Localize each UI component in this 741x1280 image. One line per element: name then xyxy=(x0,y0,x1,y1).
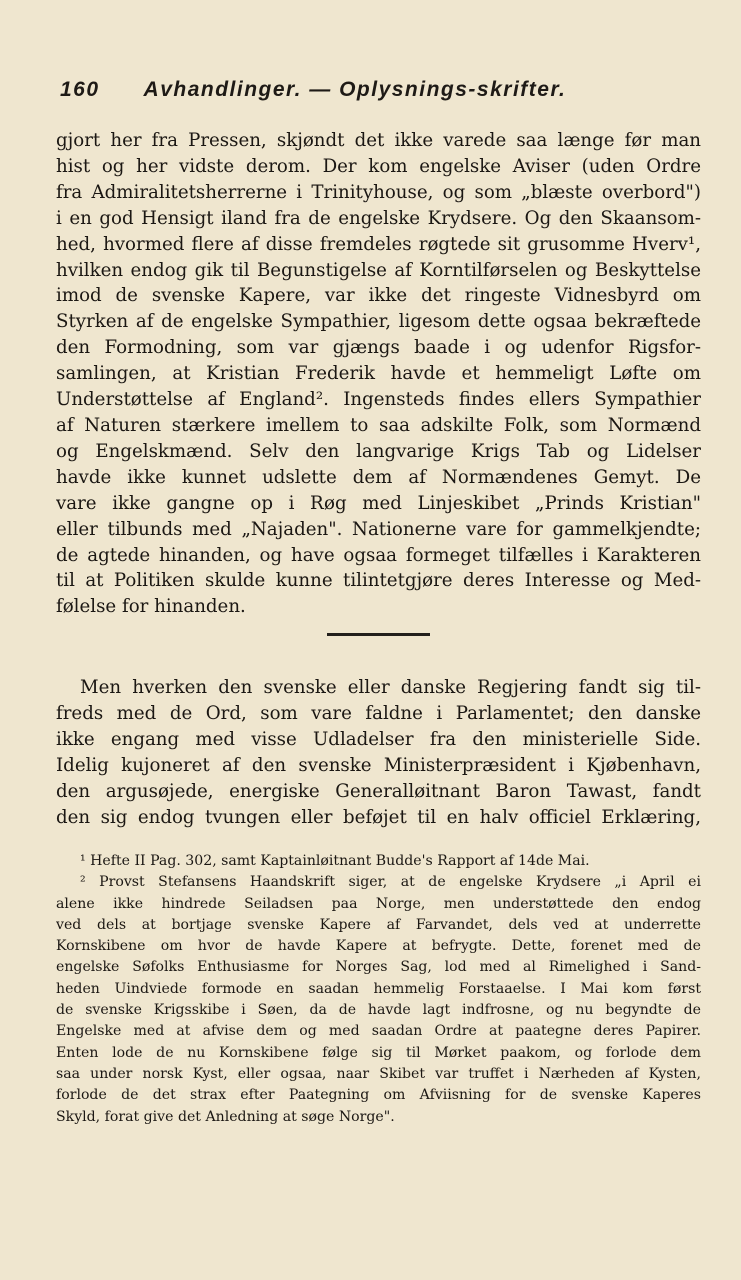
text-line: vare ikke gangne op i Røg med Linjeskibet „Prinds Kristian" xyxy=(56,492,701,514)
text-line: og Engelskmænd. Selv den langvarige Krigs Tab og Lidelser xyxy=(56,440,701,462)
text-line: de agtede hinanden, og have ogsaa formeget tilfælles i Karakteren xyxy=(56,544,701,566)
text-line: freds med de Ord, som vare faldne i Parlamentet; den danske xyxy=(56,702,701,724)
text-line: til at Politiken skulde kunne tilintetgjøre deres Interesse og Med- xyxy=(56,570,701,592)
footnote-line: Engelske med at afvise dem og med saadan Ordre at paategne deres Papirer. xyxy=(56,1023,701,1040)
footnote-line: Kornskibene om hvor de havde Kapere at befrygte. Dette, forenet med de xyxy=(56,938,701,955)
footnote-line: Skyld, forat give det Anledning at søge Norge". xyxy=(56,1108,395,1125)
footnote-2: ² Provst Stefansens Haandskrift siger, at de engelske Krydsere „i April ei xyxy=(80,874,701,891)
footnote-line: forlode de det strax efter Paategning om Afviisning for de svenske Kaperes xyxy=(56,1087,701,1104)
footnote-line: saa under norsk Kyst, eller ogsaa, naar Skibet var truffet i Nærheden af Kysten, xyxy=(56,1065,701,1082)
text-line: den argusøjede, energiske Generalløitnant Baron Tawast, fandt xyxy=(56,780,701,802)
text-line: hist og her vidste derom. Der kom engelske Aviser (uden Ordre xyxy=(56,155,701,177)
text-line: hed, hvormed flere af disse fremdeles røgtede sit grusomme Hverv¹, xyxy=(56,233,701,255)
paragraph-new-section xyxy=(56,675,701,830)
running-title: Avhandlinger. — Oplysnings-skrifter. xyxy=(143,78,567,101)
text-line: imod de svenske Kapere, var ikke det ringeste Vidnesbyrd om xyxy=(56,285,701,307)
text-line: havde ikke kunnet udslette dem af Normændenes Gemyt. De xyxy=(56,466,701,488)
text-line: Men hverken den svenske eller danske Regjering fandt sig til- xyxy=(80,677,701,698)
text-line: samlingen, at Kristian Frederik havde et hemmeligt Løfte om xyxy=(56,363,701,385)
running-head xyxy=(60,78,620,108)
paragraph-continued xyxy=(56,128,701,620)
text-line: den Formodning, som var gjængs baade i og udenfor Rigsfor- xyxy=(56,337,701,359)
footnotes xyxy=(56,851,701,1128)
footnote-line: de svenske Krigsskibe i Søen, da de havde lagt indfrosne, og nu begyndte de xyxy=(56,1002,701,1019)
text-line: i en god Hensigt iland fra de engelske Krydsere. Og den Skaansom- xyxy=(56,207,701,229)
text-line: Idelig kujoneret af den svenske Ministerpræsident i Kjøbenhavn, xyxy=(56,754,701,776)
footnote-line: ved dels at bortjage svenske Kapere af Farvandet, dels ved at underrette xyxy=(56,916,701,933)
text-line: eller tilbunds med „Najaden". Nationerne vare for gammelkjendte; xyxy=(56,518,701,540)
text-line: følelse for hinanden. xyxy=(56,596,246,618)
text-line: ikke engang med visse Udladelser fra den ministerielle Side. xyxy=(56,728,701,750)
footnote-1: ¹ Hefte II Pag. 302, samt Kaptainløitnant Budde's Rapport af 14de Mai. xyxy=(80,853,590,869)
footnote-line: Enten lode de nu Kornskibene følge sig til Mørket paakom, og forlode dem xyxy=(56,1044,701,1061)
text-line: fra Admiralitetsherrerne i Trinityhouse, og som „blæste overbord") xyxy=(56,181,701,203)
text-line: gjort her fra Pressen, skjøndt det ikke varede saa længe før man xyxy=(56,130,701,151)
text-line: den sig endog tvungen eller beføjet til en halv officiel Erklæring, xyxy=(56,806,701,828)
text-line: hvilken endog gik til Begunstigelse af Korntilførselen og Beskyttelse xyxy=(56,259,701,281)
text-line: Styrken af de engelske Sympathier, ligesom dette ogsaa bekræftede xyxy=(56,311,701,333)
footnote-line: alene ikke hindrede Seiladsen paa Norge, men understøttede den endog xyxy=(56,895,701,912)
page-number: 160 xyxy=(60,78,100,101)
text-line: af Naturen stærkere imellem to saa adskilte Folk, som Normænd xyxy=(56,414,701,436)
footnote-line: heden Uindviede formode en saadan hemmelig Forstaaelse. I Mai kom først xyxy=(56,980,701,997)
text-line: Understøttelse af England². Ingensteds findes ellers Sympathier xyxy=(56,389,701,411)
section-divider xyxy=(327,633,430,636)
footnote-line: engelske Søfolks Enthusiasme for Norges Sag, lod med al Rimelighed i Sand- xyxy=(56,959,701,976)
